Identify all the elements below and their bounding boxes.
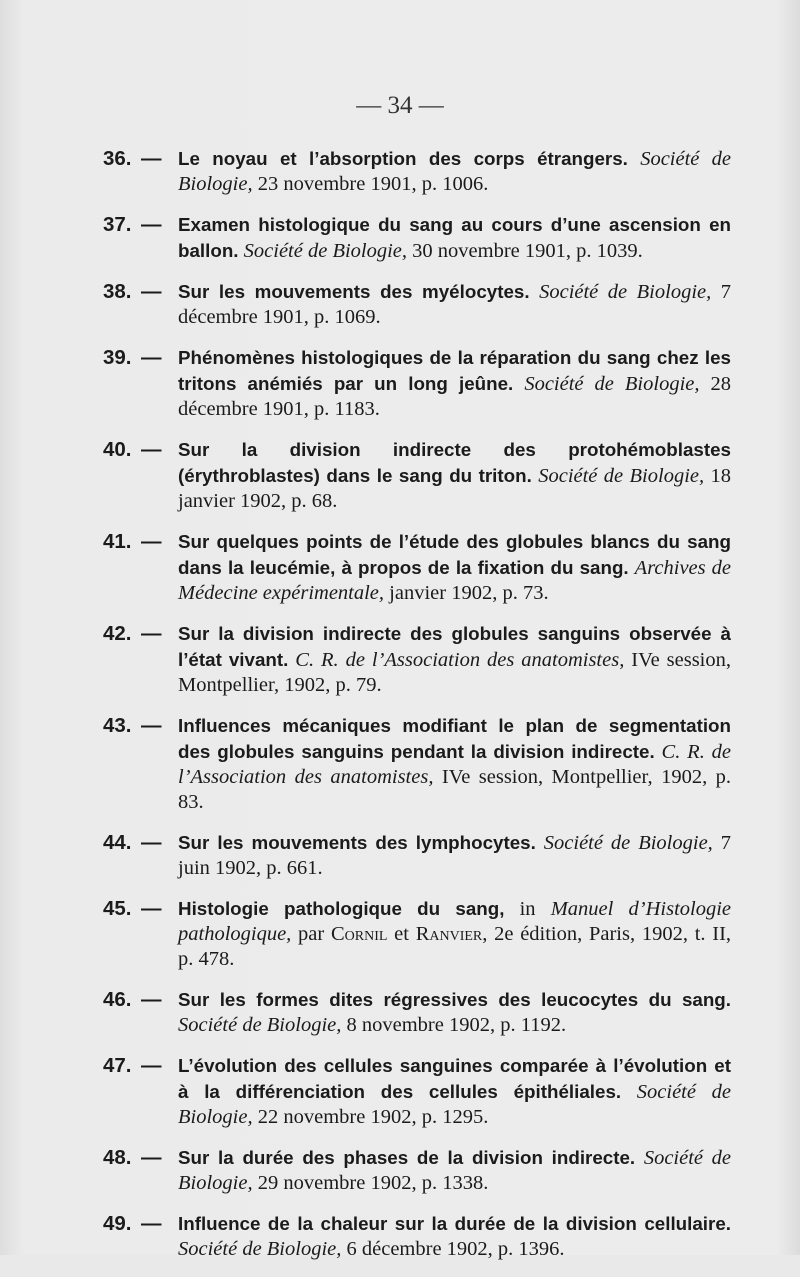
entry-dash: — [141,147,162,170]
entry-pre: in [519,898,536,920]
list-item [103,1053,731,1130]
list-item [103,437,731,514]
entry-dash: — [141,1054,162,1077]
entry-title: Influences mécaniques modifiant le plan de segmentation des globules sanguins pendant la division indirecte. [178,715,731,762]
entry-number: 42. [103,622,132,645]
entry-title: Examen histologique du sang au cours d’une ascension en ballon. [178,214,731,261]
entry-dash: — [141,213,162,236]
entry-author: Ranvier, [415,923,488,945]
entry-title: Sur les mouvements des lymphocytes. [178,832,536,853]
entry-journal: Société de Biologie, [178,1147,731,1194]
entry-dash: — [141,346,162,369]
entry-details: IVe session, Montpellier, 1902, p. 83. [178,766,732,813]
entry-journal: Société de Biologie, [524,373,700,395]
entry-number: 44. [103,831,132,854]
entry-details: 8 novembre 1902, p. 1192. [346,1014,567,1036]
entry-number: 39. [103,346,132,369]
list-item [103,621,731,698]
entry-number: 46. [103,988,132,1011]
entry-title: Sur la division indirecte des globules sanguins observée à l’état vivant. [178,623,731,670]
entry-title: Sur quelques points de l’étude des globules blancs du sang dans la leucémie, à propos de la fixation du sang. [178,531,731,578]
entry-dash: — [141,280,162,303]
entry-details: 7 décembre 1901, p. 1069. [178,281,731,328]
list-item [103,1211,731,1262]
bibliography-list [103,146,731,1277]
entry-details: 28 décembre 1901, p. 1183. [178,373,732,420]
entry-details: 6 décembre 1902, p. 1396. [346,1238,565,1260]
entry-journal: C. R. de l’Association des anatomistes, [178,741,731,788]
entry-details: 30 novembre 1901, p. 1039. [412,240,643,262]
entry-number: 40. [103,438,132,461]
entry-number: 49. [103,1212,132,1235]
entry-dash: — [141,438,162,461]
entry-number: 48. [103,1146,132,1169]
entry-number: 45. [103,897,132,920]
entry-title: Sur la division indirecte des protohémoblastes (érythroblastes) dans le sang du triton. [178,439,731,486]
entry-title: Le noyau et l’absorption des corps étrangers. [178,148,628,169]
entry-number: 47. [103,1054,132,1077]
entry-title: L’évolution des cellules sanguines comparée à l’évolution et à la différenciation des cellules épithéliales. [178,1055,731,1102]
entry-journal: Société de Biologie, [178,148,731,195]
entry-journal: Manuel d’Histologie pathologique, [178,898,732,945]
entry-title: Phénomènes histologiques de la réparation du sang chez les tritons anémiés par un long jeûne. [178,347,731,394]
entry-title: Influence de la chaleur sur la durée de la division cellulaire. [178,1213,731,1234]
entry-details: 23 novembre 1901, p. 1006. [257,173,489,195]
list-item [103,345,731,422]
entry-par: par [298,923,325,945]
entry-dash: — [141,1212,162,1235]
entry-journal: Archives de Médecine expérimentale, [178,557,732,604]
list-item [103,529,731,606]
entry-dash: — [141,714,162,737]
entry-journal: Société de Biologie, [539,281,712,303]
entry-number: 37. [103,213,132,236]
entry-title: Sur les mouvements des myélocytes. [178,281,530,302]
entry-details: 22 novembre 1902, p. 1295. [257,1106,489,1128]
list-item [103,212,731,264]
entry-details: 29 novembre 1902, p. 1338. [257,1172,489,1194]
entry-journal: Société de Biologie, [178,1014,342,1036]
entry-dash: — [141,530,162,553]
list-item [103,1145,731,1196]
page-number: — 34 — [356,92,444,119]
entry-dash: — [141,897,162,920]
entry-journal: Société de Biologie, [243,240,408,262]
entry-author: Cornil [330,923,388,945]
entry-dash: — [141,831,162,854]
entry-number: 41. [103,530,132,553]
entry-details: IVe session, Montpellier, 1902, p. 79. [178,649,732,696]
entry-details: 2e édition, Paris, 1902, t. II, p. 478. [178,923,732,970]
entry-journal: Société de Biologie, [178,1081,731,1128]
entry-dash: — [141,1146,162,1169]
entry-journal: Société de Biologie, [543,832,713,854]
list-item [103,830,731,881]
entry-journal: Société de Biologie, [178,1238,342,1260]
entry-conjunction: et [394,923,409,945]
entry-details: janvier 1902, p. 73. [389,582,549,604]
entry-dash: — [141,622,162,645]
entry-number: 36. [103,147,132,170]
entry-journal: Société de Biologie, [538,465,705,487]
entry-journal: C. R. de l’Association des anatomistes, [295,649,625,671]
list-item [103,713,731,815]
entry-details: 18 janvier 1902, p. 68. [178,465,732,512]
entry-details: 7 juin 1902, p. 661. [178,832,731,879]
entry-dash: — [141,988,162,1011]
entry-number: 43. [103,714,132,737]
entry-number: 38. [103,280,132,303]
list-item [103,279,731,330]
list-item [103,896,731,972]
entry-title: Sur les formes dites régressives des leucocytes du sang. [178,989,731,1010]
entry-title: Sur la durée des phases de la division indirecte. [178,1147,636,1168]
list-item [103,146,731,197]
list-item [103,987,731,1038]
entry-title: Histologie pathologique du sang, [178,898,505,919]
